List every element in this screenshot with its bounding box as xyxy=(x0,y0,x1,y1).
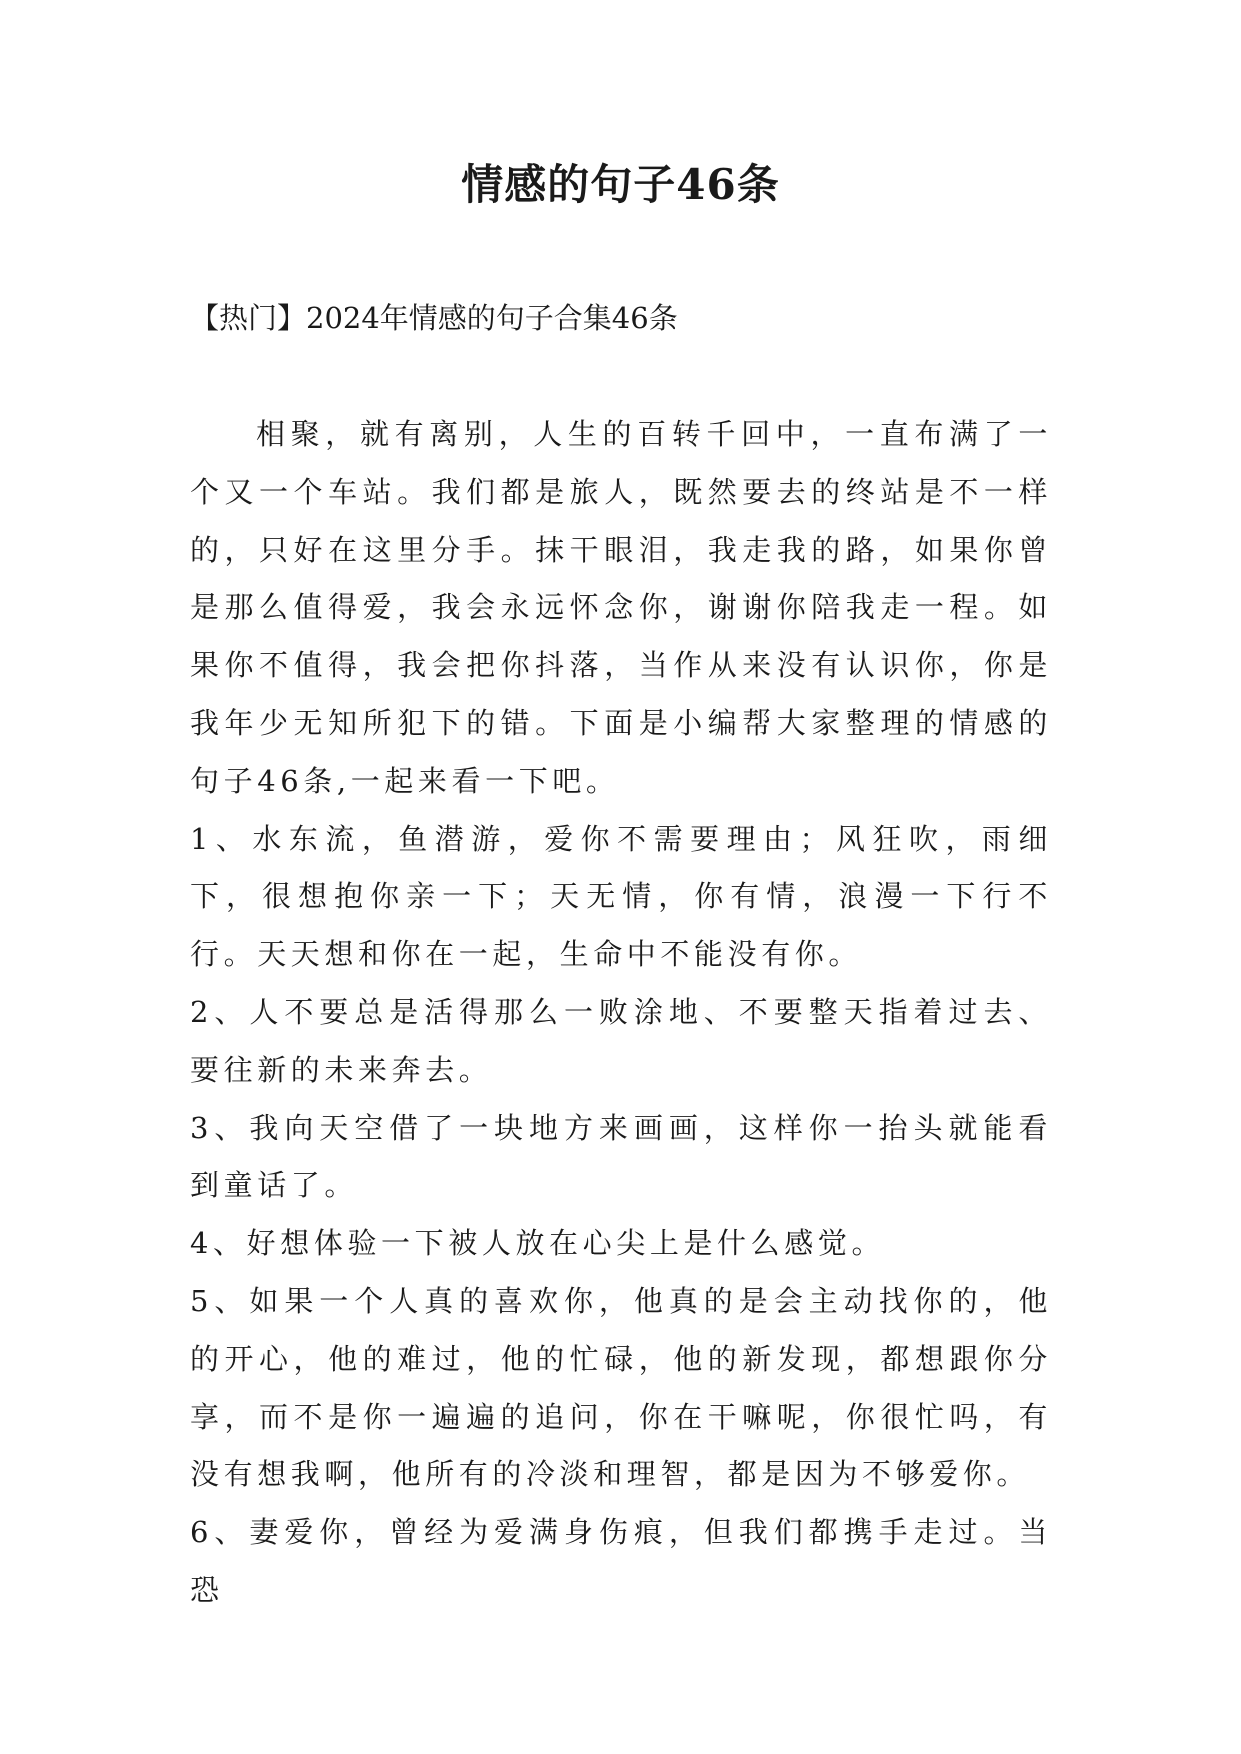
list-item: 4、好想体验一下被人放在心尖上是什么感觉。 xyxy=(190,1226,886,1261)
document-body xyxy=(190,406,1052,1620)
document-title: 情感的句子46条 xyxy=(461,160,780,209)
document-subtitle: 【热门】2024年情感的句子合集46条 xyxy=(190,301,678,335)
intro-paragraph: 相聚，就有离别，人生的百转千回中，一直布满了一个又一个车站。我们都是旅人，既然要去的终站是不一样的，只好在这里分手。抹干眼泪，我走我的路，如果你曾是那么值得爱，我会永远怀念你，谢谢你陪我走一程。如果你不值得，我会把你抖落，当作从来没有认识你，你是我年少无知所犯下的错。下面是小编帮大家整理的情感的句子46条,一起来看一下吧。 xyxy=(190,417,1052,798)
list-item: 5、如果一个人真的喜欢你，他真的是会主动找你的，他的开心，他的难过，他的忙碌，他的新发现，都想跟你分享，而不是你一遍遍的追问，你在干嘛呢，你很忙吗，有没有想我啊，他所有的冷淡和理智，都是因为不够爱你。 xyxy=(190,1283,1052,1492)
list-item: 2、人不要总是活得那么一败涂地、不要整天指着过去、要往新的未来奔去。 xyxy=(190,994,1052,1087)
list-item: 6、妻爱你，曾经为爱满身伤痕，但我们都携手走过。当恐 xyxy=(190,1515,1052,1607)
list-item: 1、水东流，鱼潜游，爱你不需要理由；风狂吹，雨细下，很想抱你亲一下；天无情，你有情，浪漫一下行不行。天天想和你在一起，生命中不能没有你。 xyxy=(190,821,1052,972)
list-item: 3、我向天空借了一块地方来画画，这样你一抬头就能看到童话了。 xyxy=(190,1110,1052,1203)
